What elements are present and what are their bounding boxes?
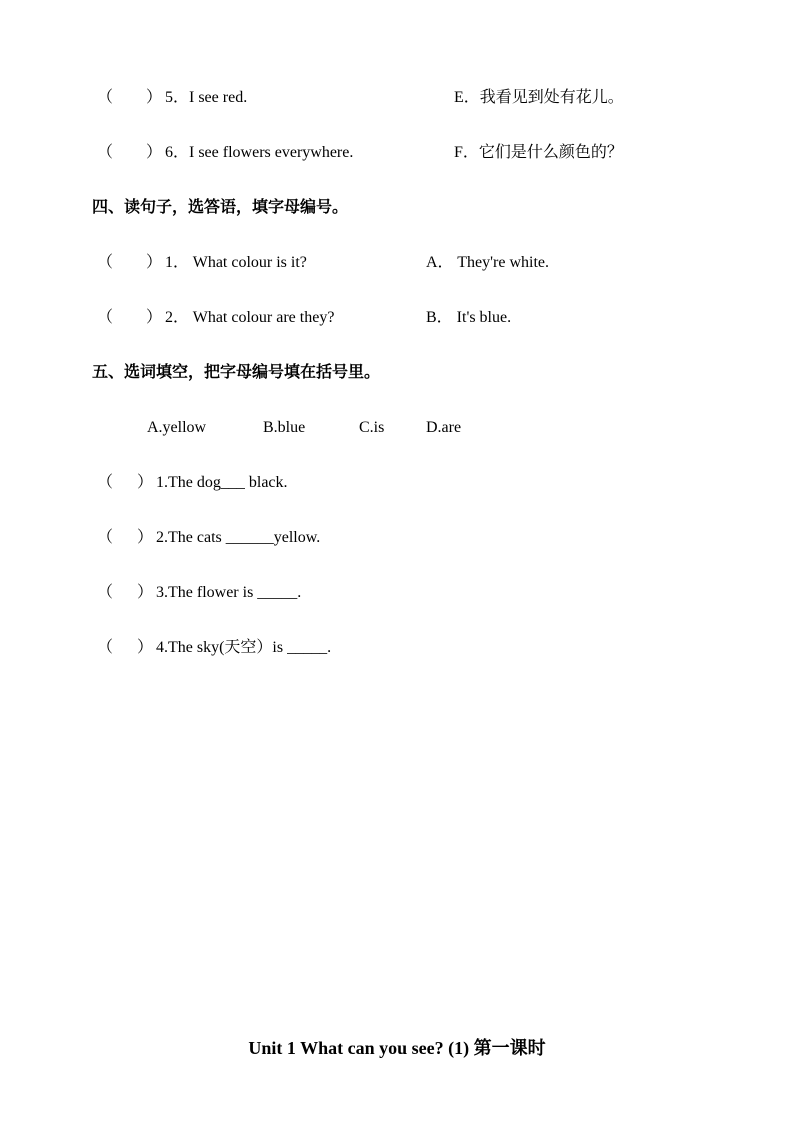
- fill-blank-sentence[interactable]: 2.The cats ______yellow.: [156, 529, 321, 546]
- question-text: 1． What colour is it?: [165, 254, 307, 271]
- answer-bracket-close: ）: [137, 584, 154, 601]
- fill-blank-sentence[interactable]: 3.The flower is _____.: [156, 584, 302, 601]
- question-text: 5．I see red.: [165, 89, 248, 106]
- answer-bracket-open[interactable]: （: [97, 89, 114, 106]
- word-option-c: C.is: [359, 419, 385, 436]
- question-text: 6．I see flowers everywhere.: [165, 144, 354, 161]
- answer-bracket-close: ）: [137, 529, 154, 546]
- answer-bracket-close: ）: [146, 254, 163, 271]
- answer-bracket-open[interactable]: （: [97, 254, 114, 271]
- answer-bracket-close: ）: [137, 639, 154, 656]
- section-4-heading: 四、读句子，选答语，填字母编号。: [92, 199, 349, 216]
- answer-bracket-close: ）: [146, 144, 163, 161]
- question-text: 2． What colour are they?: [165, 309, 335, 326]
- answer-bracket-open[interactable]: （: [97, 584, 114, 601]
- answer-bracket-open[interactable]: （: [97, 309, 114, 326]
- answer-bracket-open[interactable]: （: [97, 474, 114, 491]
- answer-option: A． They're white.: [426, 254, 550, 271]
- fill-blank-sentence[interactable]: 4.The sky(天空）is _____.: [156, 639, 332, 656]
- word-option-a: A.yellow: [147, 419, 207, 436]
- answer-bracket-close: ）: [137, 474, 154, 491]
- lesson-title: Unit 1 What can you see? (1) 第一课时: [248, 1038, 546, 1058]
- word-option-b: B.blue: [263, 419, 306, 436]
- answer-option: E．我看见到处有花儿。: [454, 89, 624, 106]
- section-5-heading: 五、选词填空，把字母编号填在括号里。: [92, 364, 381, 381]
- answer-option: B． It's blue.: [426, 309, 512, 326]
- fill-blank-sentence[interactable]: 1.The dog___ black.: [156, 474, 288, 491]
- answer-bracket-open[interactable]: （: [97, 144, 114, 161]
- answer-option: F．它们是什么颜色的？: [454, 144, 623, 161]
- word-option-d: D.are: [426, 419, 462, 436]
- answer-bracket-close: ）: [146, 89, 163, 106]
- answer-bracket-open[interactable]: （: [97, 529, 114, 546]
- answer-bracket-close: ）: [146, 309, 163, 326]
- answer-bracket-open[interactable]: （: [97, 639, 114, 656]
